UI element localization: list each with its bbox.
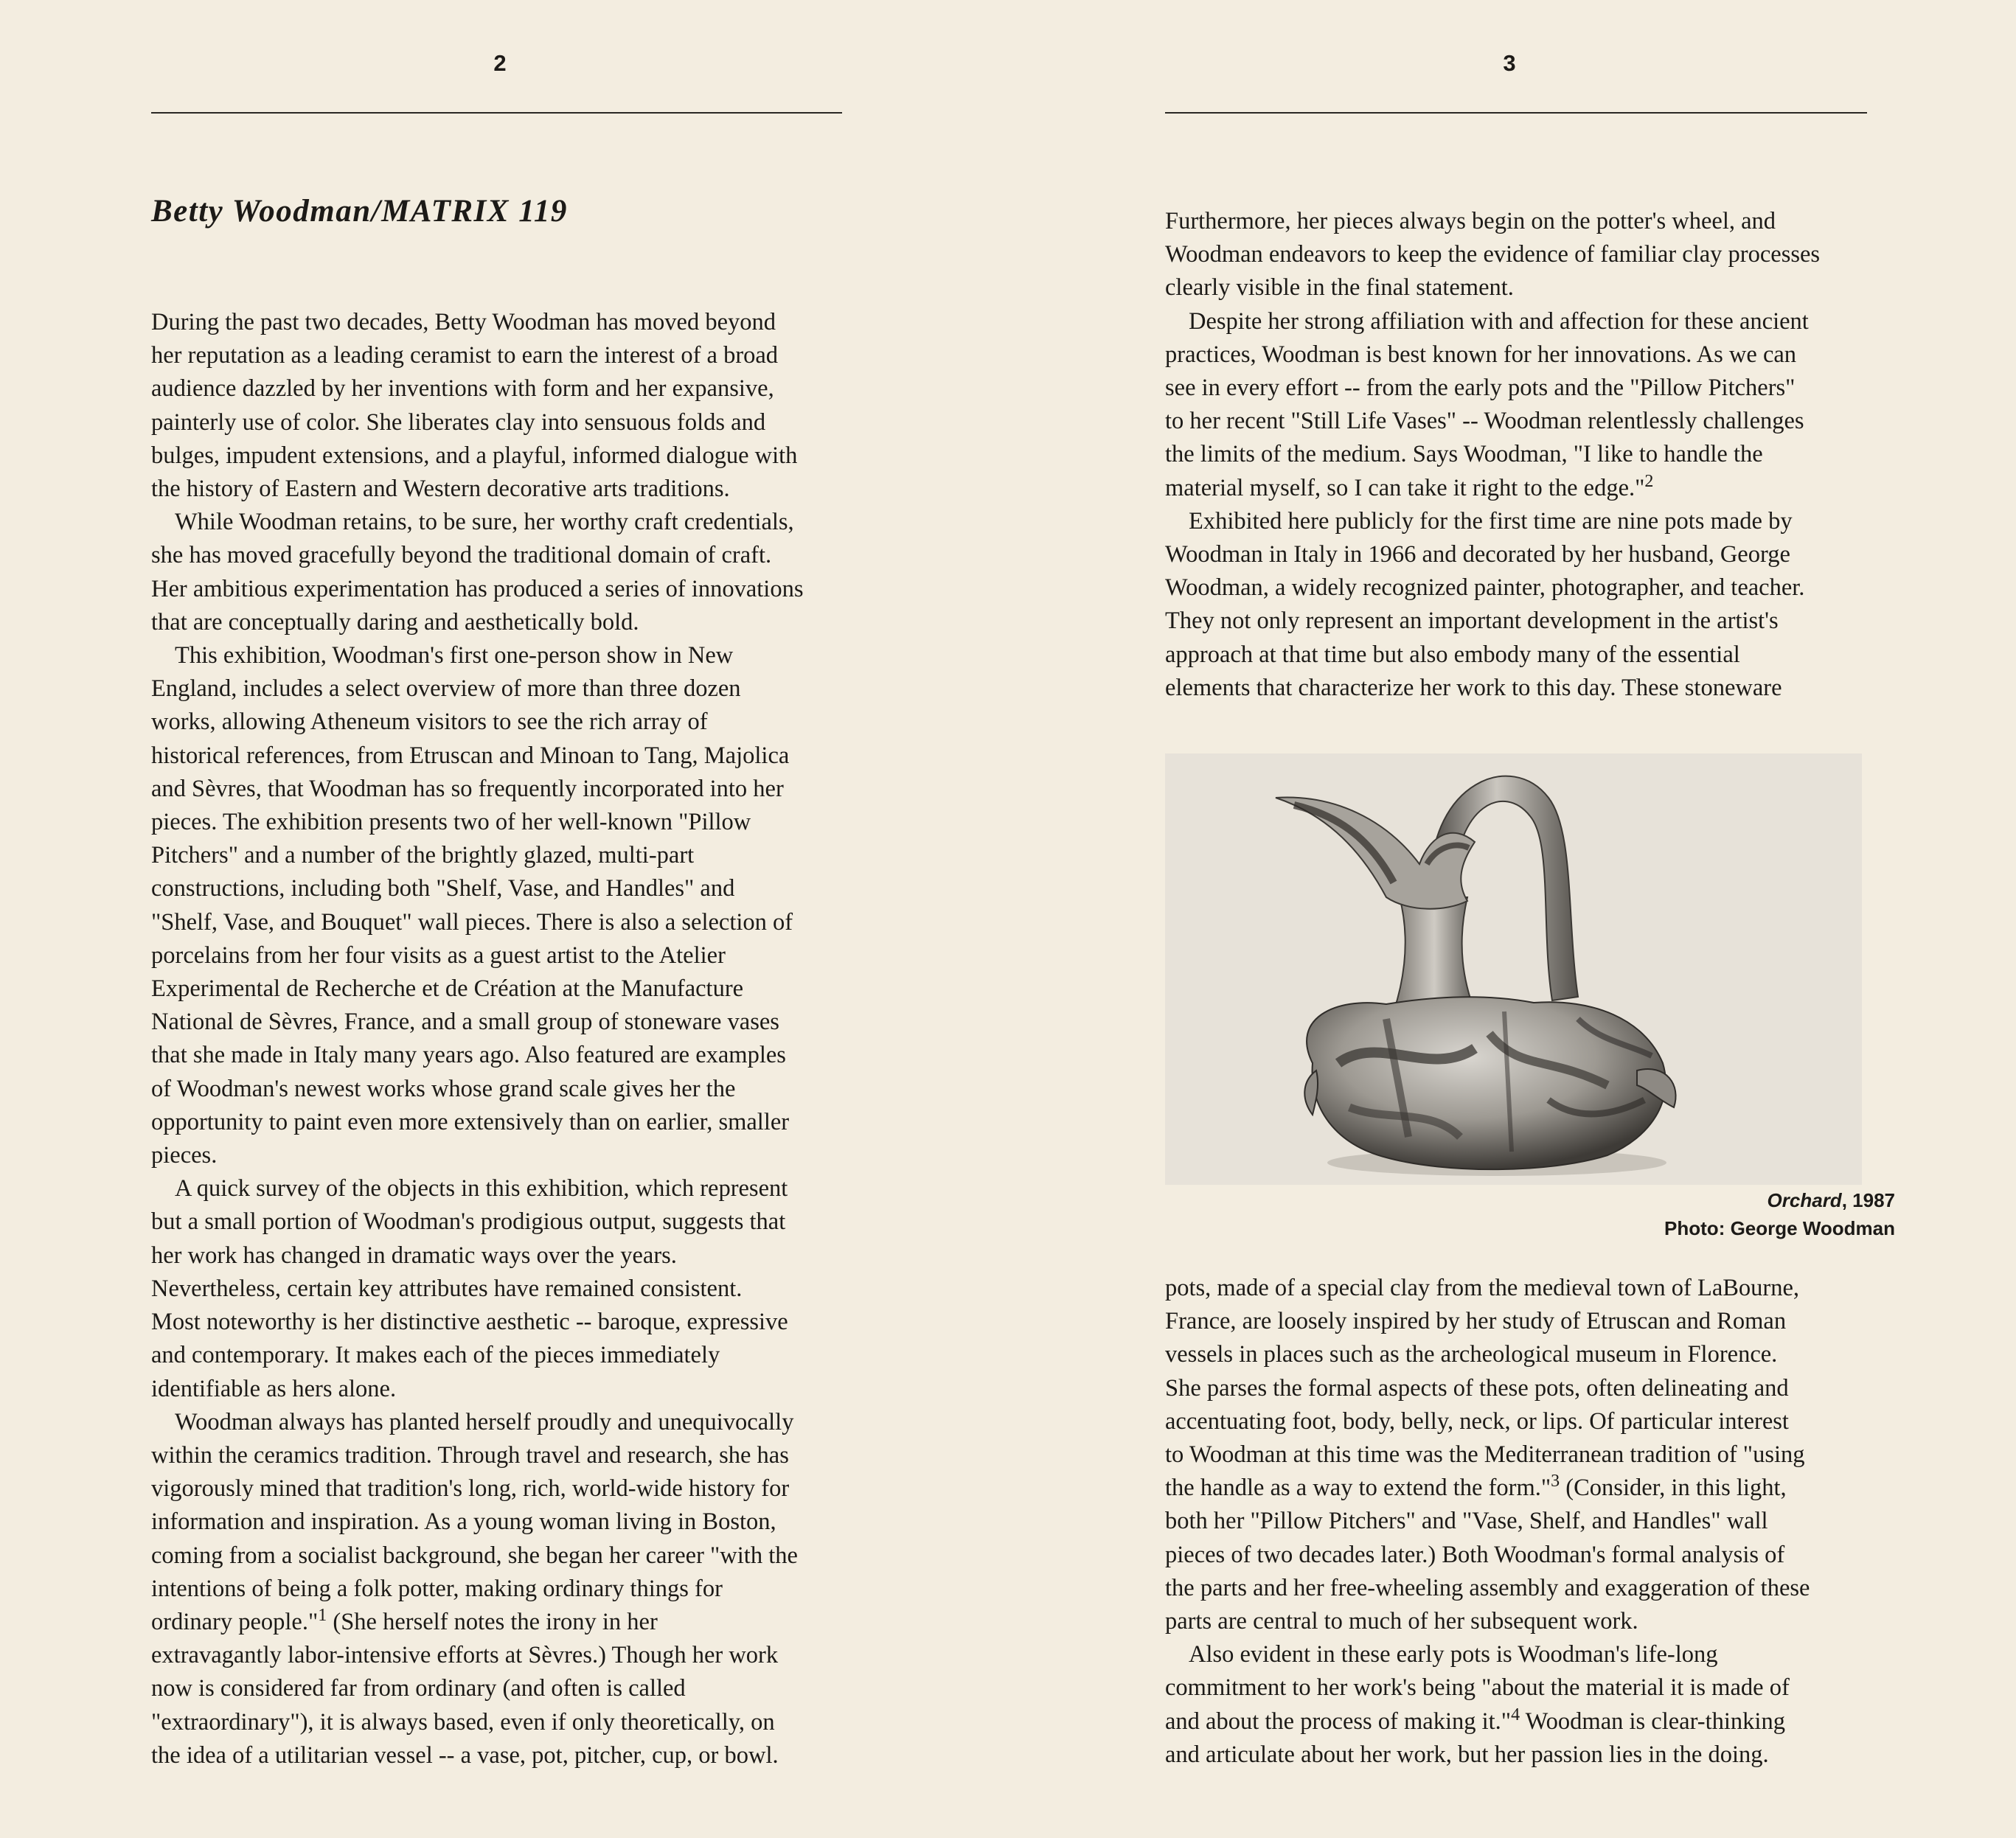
right-paragraph-5: [1165, 1638, 1961, 1772]
right-paragraph-4: [1165, 1272, 1961, 1638]
artwork-photo: [1165, 753, 1862, 1185]
text-line: Nevertheless, certain key attributes have remained consistent.: [151, 1275, 743, 1302]
right-column-top-text: [1165, 205, 1961, 705]
text-line: her work has changed in dramatic ways over the years.: [151, 1242, 677, 1269]
text-line: practices, Woodman is best known for her innovations. As we can: [1165, 341, 1797, 368]
text-line: Despite her strong affiliation with and affection for these ancient: [1189, 307, 1809, 335]
text-line: Experimental de Recherche et de Création at the Manufacture: [151, 975, 744, 1003]
text-line: commitment to her work's being "about the material it is made of: [1165, 1674, 1790, 1702]
text-line: Pitchers" and a number of the brightly glazed, multi-part: [151, 842, 695, 869]
text-line: vessels in places such as the archeological museum in Florence.: [1165, 1341, 1778, 1368]
text-line: "Shelf, Vase, and Bouquet" wall pieces. There is also a selection of: [151, 908, 793, 936]
text-line: This exhibition, Woodman's first one-person show in New: [175, 642, 734, 669]
text-line: accentuating foot, body, belly, neck, or lips. Of particular interest: [1165, 1407, 1789, 1435]
text-line: National de Sèvres, France, and a small group of stoneware vases: [151, 1009, 779, 1036]
text-line: pieces. The exhibition presents two of her well-known "Pillow: [151, 809, 751, 836]
text-line: Woodman endeavors to keep the evidence of familiar clay processes: [1165, 241, 1821, 268]
text-line: works, allowing Atheneum visitors to see the rich array of: [151, 709, 708, 736]
page-number-right: 3: [1503, 50, 1516, 76]
text-line: the idea of a utilitarian vessel -- a vase, pot, pitcher, cup, or bowl.: [151, 1741, 779, 1769]
text-line: see in every effort -- from the early pots and the "Pillow Pitchers": [1165, 375, 1796, 402]
text-line: A quick survey of the objects in this exhibition, which represent: [175, 1175, 788, 1202]
text-line: Also evident in these early pots is Woodman's life-long: [1189, 1641, 1718, 1668]
text-line: elements that characterize her work to this day. These stoneware: [1165, 674, 1782, 701]
header-rule-right: [1165, 112, 1867, 114]
text-line: coming from a socialist background, she began her career "with the: [151, 1542, 798, 1569]
right-paragraph-3: [1165, 505, 1961, 705]
text-line: the parts and her free-wheeling assembly and exaggeration of these: [1165, 1574, 1810, 1601]
left-paragraph-1: [151, 306, 948, 506]
footnote-marker: 1: [318, 1606, 327, 1626]
text-line: While Woodman retains, to be sure, her worthy craft credentials,: [175, 509, 794, 536]
text-line: She parses the formal aspects of these pots, often delineating and: [1165, 1374, 1789, 1402]
text-line: During the past two decades, Betty Woodman has moved beyond: [151, 309, 776, 335]
text-line: clearly visible in the final statement.: [1165, 274, 1514, 302]
right-column-bottom-text: [1165, 1272, 1961, 1772]
text-line: of Woodman's newest works whose grand scale gives her the: [151, 1075, 736, 1102]
text-line: pots, made of a special clay from the medieval town of LaBourne,: [1165, 1275, 1800, 1301]
text-line: Woodman, a widely recognized painter, photographer, and teacher.: [1165, 574, 1805, 602]
text-line: Most noteworthy is her distinctive aesthetic -- baroque, expressive: [151, 1309, 788, 1336]
text-line: England, includes a select overview of more than three dozen: [151, 675, 741, 703]
text-line: her reputation as a leading ceramist to earn the interest of a broad: [151, 342, 779, 369]
text-line: They not only represent an important development in the artist's: [1165, 608, 1779, 635]
right-paragraph-1: [1165, 205, 1961, 305]
text-line: now is considered far from ordinary (and often is called: [151, 1675, 686, 1702]
caption-title-line: [1180, 1186, 1895, 1214]
text-line: intentions of being a folk potter, making ordinary things for: [151, 1575, 723, 1602]
text-line: that are conceptually daring and aesthetically bold.: [151, 608, 639, 636]
left-column-text: [151, 306, 948, 1772]
page-number-left: 2: [493, 50, 507, 76]
artwork-year: , 1987: [1841, 1189, 1895, 1211]
text-line: vigorously mined that tradition's long, rich, world-wide history for: [151, 1475, 790, 1503]
text-line: porcelains from her four visits as a guest artist to the Atelier: [151, 941, 726, 969]
text-line: but a small portion of Woodman's prodigious output, suggests that: [151, 1208, 786, 1236]
text-line: that she made in Italy many years ago. Also featured are examples: [151, 1042, 786, 1069]
text-line: the history of Eastern and Western decorative arts traditions.: [151, 476, 730, 503]
text-line: Her ambitious experimentation has produced a series of innovations: [151, 575, 804, 602]
left-paragraph-3: [151, 639, 948, 1172]
photo-credit: Photo: George Woodman: [1664, 1217, 1895, 1239]
left-paragraph-2: [151, 506, 948, 639]
text-line: Furthermore, her pieces always begin on the potter's wheel, and: [1165, 208, 1776, 234]
text-line: within the ceramics tradition. Through travel and research, she has: [151, 1441, 789, 1469]
text-line: Woodman in Italy in 1966 and decorated by her husband, George: [1165, 541, 1790, 568]
text-line-with-footnote: the handle as a way to extend the form."$^3$ (Consider, in this light,: [1165, 1472, 1787, 1502]
left-paragraph-5: [151, 1406, 948, 1772]
text-line: and articulate about her work, but her passion lies in the doing.: [1165, 1741, 1769, 1768]
text-line: Woodman always has planted herself proudly and unequivocally: [175, 1408, 794, 1435]
text-line: and contemporary. It makes each of the pieces immediately: [151, 1342, 720, 1369]
text-line: opportunity to paint even more extensively than on earlier, smaller: [151, 1108, 790, 1135]
text-line: painterly use of color. She liberates clay into sensuous folds and: [151, 408, 766, 436]
footnote-marker: 3: [1551, 1472, 1560, 1491]
photo-caption: [1180, 1186, 1895, 1242]
text-line: both her "Pillow Pitchers" and "Vase, Shelf, and Handles" wall: [1165, 1508, 1768, 1535]
text-line: the limits of the medium. Says Woodman, "I like to handle the: [1165, 441, 1763, 468]
text-line-with-footnote: and about the process of making it."$^4$ Woodman is clear-thinking: [1165, 1705, 1785, 1735]
text-line: to her recent "Still Life Vases" -- Woodman relentlessly challenges: [1165, 408, 1804, 435]
text-line: constructions, including both "Shelf, Vase, and Handles" and: [151, 875, 735, 902]
text-line: bulges, impudent extensions, and a playful, informed dialogue with: [151, 442, 798, 469]
right-paragraph-2: [1165, 305, 1961, 505]
left-paragraph-4: [151, 1172, 948, 1405]
footnote-marker: 4: [1511, 1705, 1520, 1724]
text-line: approach at that time but also embody many of the essential: [1165, 641, 1740, 668]
text-line-with-footnote: ordinary people."$^1$ (She herself notes the irony in her: [151, 1606, 658, 1635]
footnote-marker: 2: [1644, 471, 1654, 491]
article-title: Betty Woodman/MATRIX 119: [151, 194, 568, 229]
text-line: pieces of two decades later.) Both Woodman's formal analysis of: [1165, 1541, 1785, 1568]
text-line: extravagantly labor-intensive efforts at Sèvres.) Though her work: [151, 1642, 779, 1669]
header-rule-left: [151, 112, 842, 114]
artwork-title: Orchard: [1767, 1189, 1842, 1211]
text-line: information and inspiration. As a young woman living in Boston,: [151, 1508, 776, 1536]
text-line: to Woodman at this time was the Mediterranean tradition of "using: [1165, 1441, 1805, 1469]
text-line: identifiable as hers alone.: [151, 1375, 397, 1402]
text-line: pieces.: [151, 1142, 218, 1169]
text-line: parts are central to much of her subsequent work.: [1165, 1608, 1638, 1635]
text-line: and Sèvres, that Woodman has so frequently incorporated into her: [151, 775, 784, 802]
text-line: she has moved gracefully beyond the traditional domain of craft.: [151, 542, 772, 569]
text-line: audience dazzled by her inventions with form and her expansive,: [151, 375, 774, 403]
text-line: historical references, from Etruscan and Minoan to Tang, Majolica: [151, 742, 790, 769]
text-line-with-footnote: material myself, so I can take it right to the edge."$^2$: [1165, 471, 1654, 501]
text-line: "extraordinary"), it is always based, even if only theoretically, on: [151, 1708, 775, 1736]
text-line: France, are loosely inspired by her study of Etruscan and Roman: [1165, 1308, 1787, 1335]
pitcher-illustration: [1165, 753, 1862, 1185]
text-line: Exhibited here publicly for the first time are nine pots made by: [1189, 507, 1793, 535]
